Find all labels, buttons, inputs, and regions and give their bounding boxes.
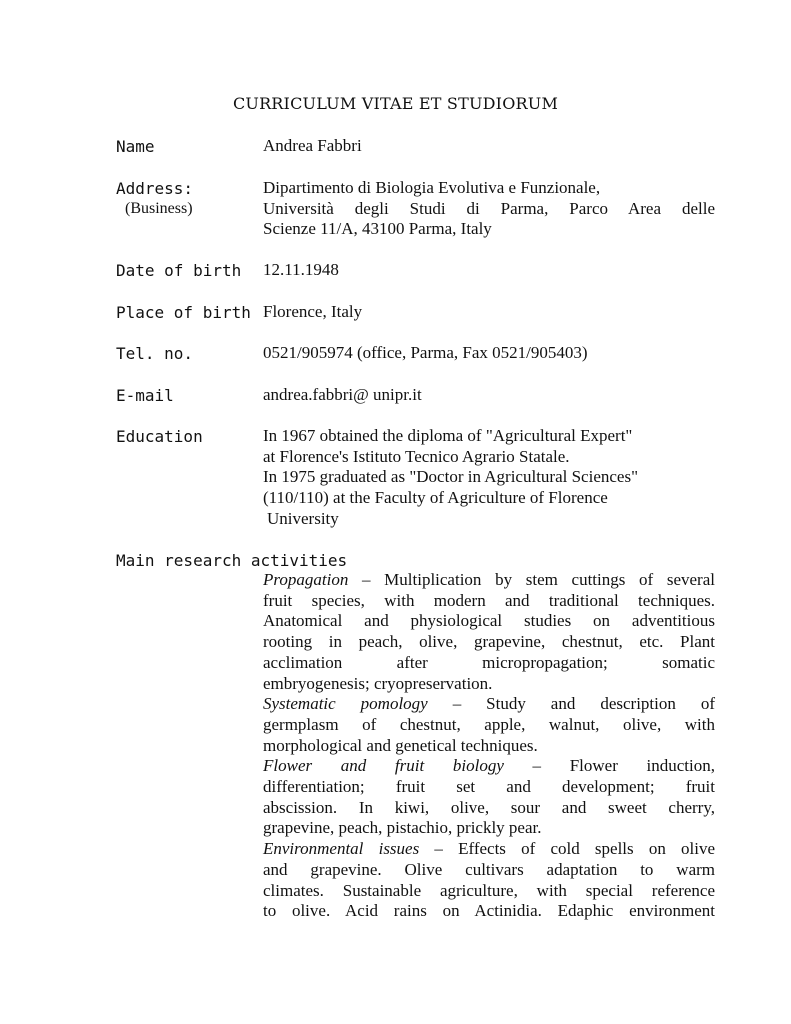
research-line: differentiation; fruit set and development; fruit [263,777,715,797]
research-label: Main research activities [116,551,348,570]
address-sublabel: (Business) [125,200,193,217]
email-label: E-mail [116,386,174,405]
research-line: rooting in peach, olive, grapevine, chestnut, etc. Plant [263,632,715,652]
research-line: grapevine, peach, pistachio, prickly pear. [263,818,542,838]
research-line: germplasm of chestnut, apple, walnut, olive, with [263,714,715,734]
address-line: Scienze 11/A, 43100 Parma, Italy [263,219,492,239]
education-line: In 1967 obtained the diploma of "Agricultural Expert" [263,426,633,445]
place-of-birth-value: Florence, Italy [263,302,363,321]
research-line: Propagation – Multiplication by stem cuttings of several [263,570,715,589]
research-line: fruit species, with modern and traditional techniques. [263,590,715,610]
tel-label: Tel. no. [116,344,194,363]
education-label: Education [116,427,203,446]
page-title: CURRICULUM VITAE ET STUDIORUM [232,94,559,113]
education-line: University [267,508,339,528]
date-of-birth-label: Date of birth [116,261,242,280]
education-line: (110/110) at the Faculty of Agriculture of Florence [263,488,608,508]
research-line: climates. Sustainable agriculture, with special reference [263,880,715,900]
research-line: Flower and fruit biology – Flower induction, [263,756,715,776]
date-of-birth-value: 12.11.1948 [263,260,339,279]
education-value [263,426,715,530]
research-line: Systematic pomology – Study and description of [263,694,715,714]
research-heading: Environmental issues [263,839,420,859]
research-value [263,570,715,922]
research-heading: Flower and fruit biology [263,756,504,776]
tel-value: 0521/905974 (office, Parma, Fax 0521/905403) [263,343,588,362]
email-value: andrea.fabbri@ unipr.it [263,385,422,404]
research-line: Environmental issues – Effects of cold spells on olive [263,839,715,859]
education-line: In 1975 graduated as "Doctor in Agricultural Sciences" [263,467,639,487]
research-heading: Propagation [263,570,349,589]
research-line: acclimation after micropropagation; somatic [263,652,715,672]
education-line: at Florence's Istituto Tecnico Agrario Statale. [263,446,570,466]
name-value: Andrea Fabbri [263,136,362,155]
address-label: Address: [116,179,194,198]
research-heading: Systematic pomology [263,694,428,714]
research-line: embryogenesis; cryopreservation. [263,673,493,693]
address-line: Università degli Studi di Parma, Parco Area delle [263,198,715,218]
address-line: Dipartimento di Biologia Evolutiva e Funzionale, [263,178,601,197]
research-line: to olive. Acid rains on Actinidia. Edaphic environment [263,901,715,921]
research-line: Anatomical and physiological studies on adventitious [263,611,715,631]
name-label: Name [116,137,155,156]
research-line: morphological and genetical techniques. [263,735,538,755]
address-value [263,178,715,240]
research-line: and grapevine. Olive cultivars adaptation to warm [263,859,715,879]
research-line: abscission. In kiwi, olive, sour and sweet cherry, [263,797,715,817]
place-of-birth-label: Place of birth [116,303,251,322]
